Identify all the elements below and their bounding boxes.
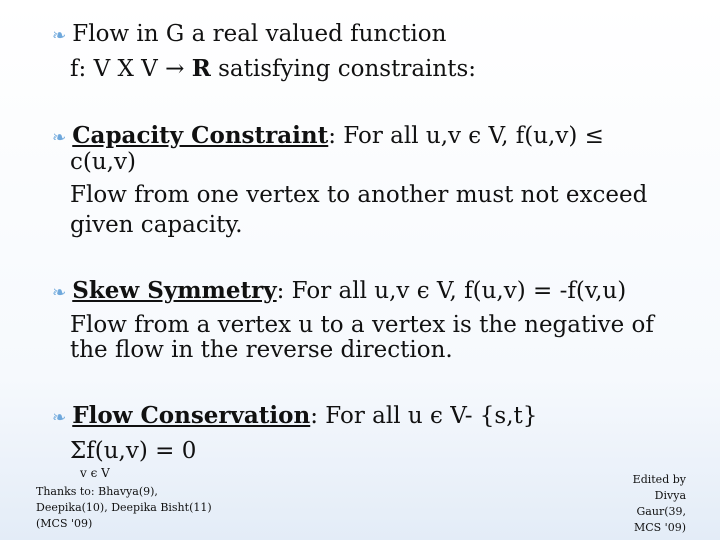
flow-definition-text: Flow in G a real valued function [72,21,447,47]
skew-line2: Flow from a vertex u to a vertex is the negative of [70,312,654,338]
credits-right-line: Edited by [632,473,686,486]
credits-right [633,472,686,536]
capacity-line2: c(u,v) [70,149,136,175]
credits-left-line: Thanks to: Bhavya(9), [36,485,158,498]
conservation-heading: Flow Conservation [72,402,311,429]
credits-right-line: Gaur(39, [636,505,686,518]
flow-function-line [70,55,476,83]
bullet-icon: ❧ [52,283,67,303]
real-set-symbol: R [191,55,211,82]
conservation-rest: : For all u є V- {s,t} [310,403,538,429]
flow-definition-line [52,20,446,50]
flow-function-post: satisfying constraints: [210,56,477,82]
bullet-icon: ❧ [52,408,67,428]
capacity-line4: given capacity. [70,212,243,238]
bullet-icon: ❧ [52,128,67,148]
credits-left-line: (MCS '09) [36,517,93,530]
capacity-rest: : For all u,v є V, f(u,v) ≤ [328,123,604,149]
flow-conservation-line [52,402,537,432]
credits-left [36,484,212,532]
capacity-line3: Flow from one vertex to another must not exceed [70,182,648,208]
capacity-heading: Capacity Constraint [72,122,329,149]
skew-rest: : For all u,v є V, f(u,v) = -f(v,u) [276,278,627,304]
conservation-formula: Σf(u,v) = 0 [70,438,197,464]
skew-symmetry-line [52,277,626,307]
skew-line3: the flow in the reverse direction. [70,337,453,363]
credits-right-line: Divya [654,489,686,502]
flow-function-pre: f: V X V → [70,56,192,82]
credits-right-line: MCS '09) [633,521,686,534]
conservation-subscript: v є V [80,466,110,480]
skew-heading: Skew Symmetry [72,277,277,304]
credits-left-line: Deepika(10), Deepika Bisht(11) [36,501,212,514]
bullet-icon: ❧ [52,26,67,46]
